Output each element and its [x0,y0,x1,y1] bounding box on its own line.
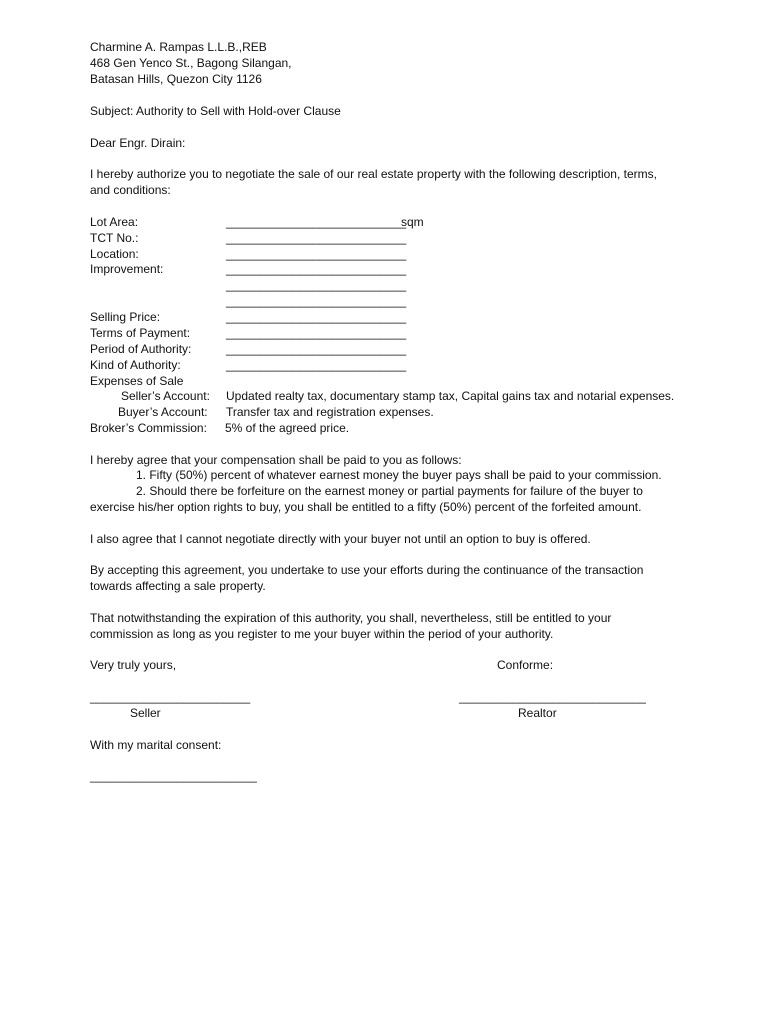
period-blank: ___________________________ [226,342,407,356]
lot-area-unit: sqm [401,215,424,229]
compensation-item1: 1. Fifty (50%) percent of whatever earnest money the buyer pays shall be paid to your commission. [136,468,662,482]
kind-label: Kind of Authority: [90,358,181,372]
accepting-line2: towards affecting a sale property. [90,579,266,593]
improvement-label: Improvement: [90,262,164,276]
realtor-signature-line: ____________________________ [459,690,646,704]
period-label: Period of Authority: [90,342,192,356]
sender-name: Charmine A. Rampas L.L.B.,REB [90,40,267,54]
subject-line: Subject: Authority to Sell with Hold-over Clause [90,104,341,118]
sellers-account-label: Seller’s Account: [121,389,210,403]
selling-price-blank: ___________________________ [226,310,407,324]
improvement-blank-2: ___________________________ [226,278,407,292]
realtor-label: Realtor [518,706,557,720]
compensation-item2-line1: 2. Should there be forfeiture on the earnest money or partial payments for failure of the buyer to [136,484,643,498]
commission-label: Broker’s Commission: [90,421,207,435]
sender-address-line1: 468 Gen Yenco St., Bagong Silangan, [90,56,292,70]
sender-address-line2: Batasan Hills, Quezon City 1126 [90,72,262,86]
marital-consent-label: With my marital consent: [90,738,222,752]
expenses-label: Expenses of Sale [90,374,184,388]
buyers-account-value: Transfer tax and registration expenses. [226,405,434,419]
compensation-intro: I hereby agree that your compensation shall be paid to you as follows: [90,453,462,467]
improvement-blank-1: ___________________________ [226,262,407,276]
buyers-account-label: Buyer’s Account: [118,405,208,419]
notwithstanding-line2: commission as long as you register to me your buyer within the period of your authority. [90,627,554,641]
compensation-item2-line2: exercise his/her option rights to buy, you shall be entitled to a fifty (50%) percent of the forfeited amount. [90,500,642,514]
lot-area-label: Lot Area: [90,215,139,229]
terms-label: Terms of Payment: [90,326,191,340]
location-label: Location: [90,247,139,261]
notwithstanding-line1: That notwithstanding the expiration of this authority, you shall, nevertheless, still be entitled to your [90,611,612,625]
seller-signature-line: ________________________ [90,690,251,704]
selling-price-label: Selling Price: [90,310,161,324]
improvement-blank-3: ___________________________ [226,294,407,308]
intro-line1: I hereby authorize you to negotiate the sale of our real estate property with the following description, terms, [90,167,657,181]
salutation: Dear Engr. Dirain: [90,136,186,150]
sellers-account-value: Updated realty tax, documentary stamp tax, Capital gains tax and notarial expenses. [226,389,675,403]
terms-blank: ___________________________ [226,326,407,340]
accepting-line1: By accepting this agreement, you undertake to use your efforts during the continuance of the transaction [90,563,644,577]
no-direct-negotiation: I also agree that I cannot negotiate directly with your buyer not until an option to buy is offered. [90,532,591,546]
intro-line2: and conditions: [90,183,171,197]
marital-consent-signature-line: _________________________ [90,769,257,783]
tct-blank: ___________________________ [226,231,407,245]
location-blank: ___________________________ [226,247,407,261]
seller-label: Seller [130,706,161,720]
conforme-label: Conforme: [497,658,554,672]
commission-value: 5% of the agreed price. [225,421,350,435]
tct-label: TCT No.: [90,231,139,245]
very-truly-yours: Very truly yours, [90,658,177,672]
lot-area-blank: ___________________________ [226,215,407,229]
kind-blank: ___________________________ [226,358,407,372]
